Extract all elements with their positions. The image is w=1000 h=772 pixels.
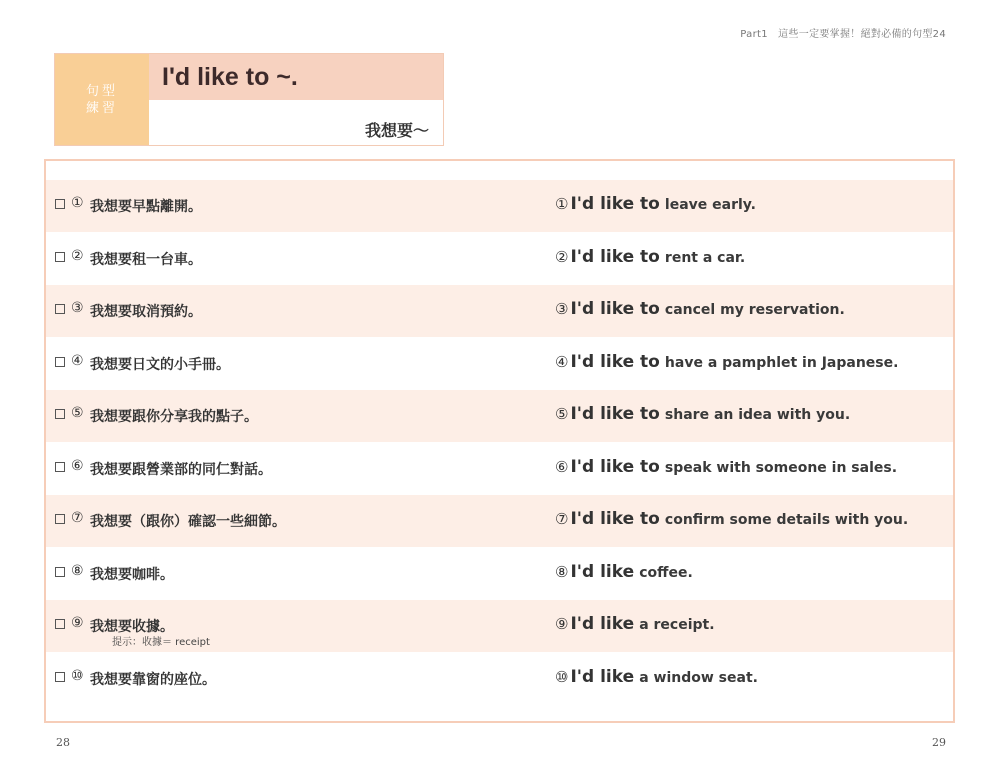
chinese-sentence: 我想要咖啡。 [90, 566, 174, 583]
practice-row [46, 180, 953, 232]
english-item-number: ⑩ [555, 667, 569, 686]
checkbox[interactable] [55, 514, 65, 524]
sentence-completion: cancel my reservation. [664, 302, 845, 318]
item-number: ② [71, 247, 84, 264]
pattern-title: I'd like to ~. [149, 54, 443, 100]
english-item-number: ⑨ [555, 615, 569, 633]
practice-row [46, 548, 953, 600]
sentence-completion: have a pamphlet in Japanese. [664, 354, 899, 371]
chinese-sentence: 我想要跟你分享我的點子。 [90, 409, 258, 425]
chinese-sentence: 我想要取消預約。 [90, 304, 202, 320]
english-item-number: ① [555, 195, 569, 213]
practice-row [46, 495, 953, 547]
sentence-completion: a window seat. [639, 669, 758, 686]
checkbox[interactable] [55, 304, 65, 314]
pattern-subtitle: 我想要～ [364, 121, 429, 140]
english-sentence [555, 667, 758, 687]
sentence-pattern: I'd like to [570, 299, 660, 319]
english-sentence [555, 404, 850, 424]
chinese-sentence: 我想要日文的小手冊。 [90, 356, 230, 373]
chinese-sentence: 我想要租一台車。 [90, 251, 202, 268]
checkbox[interactable] [55, 409, 65, 419]
sentence-completion: share an idea with you. [664, 407, 851, 423]
label-line-1: 句型 [85, 83, 118, 99]
sentence-pattern: I'd like to [570, 404, 660, 424]
english-item-number: ⑧ [555, 562, 569, 581]
checkbox[interactable] [55, 619, 65, 629]
sentence-pattern: I'd like to [570, 246, 660, 267]
practice-row [46, 390, 953, 442]
sentence-pattern: I'd like [570, 614, 635, 634]
sentence-pattern: I'd like [570, 666, 635, 687]
english-sentence [555, 194, 756, 214]
page-number-left: 28 [56, 736, 70, 749]
english-item-number: ⑤ [555, 405, 569, 423]
chinese-sentence: 我想要收據。 [90, 619, 174, 635]
sentence-pattern: I'd like to [570, 456, 660, 477]
hint-text: 提示：收據＝ receipt [112, 637, 210, 648]
english-sentence [555, 457, 897, 477]
item-number: ⑨ [71, 615, 84, 631]
sentence-completion: leave early. [664, 197, 756, 213]
sentence-pattern: I'd like to [570, 509, 660, 529]
practice-list [44, 159, 955, 723]
english-sentence [555, 614, 715, 634]
item-number: ④ [71, 352, 84, 369]
chinese-sentence: 我想要（跟你）確認一些細節。 [90, 514, 286, 530]
checkbox[interactable] [55, 357, 65, 367]
english-sentence [555, 509, 908, 529]
page-number-right: 29 [932, 736, 946, 749]
practice-row [46, 600, 953, 652]
english-item-number: ⑦ [555, 510, 569, 528]
practice-row [46, 285, 953, 337]
item-number: ⑥ [71, 457, 84, 474]
sentence-completion: speak with someone in sales. [664, 459, 898, 476]
running-head: Part1 這些一定要掌握！絕對必備的句型24 [740, 29, 946, 40]
english-item-number: ⑥ [555, 457, 569, 476]
pattern-practice-label [55, 54, 149, 145]
sentence-pattern: I'd like to [570, 194, 660, 214]
practice-row [46, 233, 953, 285]
checkbox[interactable] [55, 199, 65, 209]
sentence-completion: a receipt. [639, 617, 715, 633]
item-number: ① [71, 195, 84, 211]
item-number: ③ [71, 300, 84, 316]
label-line-2: 練習 [85, 100, 118, 116]
checkbox[interactable] [55, 672, 65, 682]
practice-row [46, 338, 953, 390]
sentence-pattern: I'd like to [570, 351, 660, 372]
checkbox[interactable] [55, 462, 65, 472]
sentence-pattern: I'd like [570, 561, 635, 582]
chinese-sentence: 我想要靠窗的座位。 [90, 671, 216, 688]
item-number: ⑤ [71, 405, 84, 421]
sentence-completion: confirm some details with you. [664, 512, 909, 528]
item-number: ⑩ [71, 667, 84, 684]
english-sentence [555, 299, 845, 319]
item-number: ⑦ [71, 510, 84, 526]
english-sentence [555, 562, 693, 582]
english-item-number: ② [555, 247, 569, 266]
chinese-sentence: 我想要跟營業部的同仁對話。 [90, 461, 272, 478]
practice-row [46, 443, 953, 495]
english-item-number: ④ [555, 352, 569, 371]
practice-row [46, 653, 953, 705]
sentence-completion: rent a car. [664, 249, 746, 266]
english-sentence [555, 352, 898, 372]
checkbox[interactable] [55, 252, 65, 262]
sentence-completion: coffee. [639, 564, 693, 581]
checkbox[interactable] [55, 567, 65, 577]
item-number: ⑧ [71, 562, 84, 579]
english-sentence [555, 247, 745, 267]
chinese-sentence: 我想要早點離開。 [90, 199, 202, 215]
pattern-header [54, 53, 444, 146]
english-item-number: ③ [555, 300, 569, 318]
